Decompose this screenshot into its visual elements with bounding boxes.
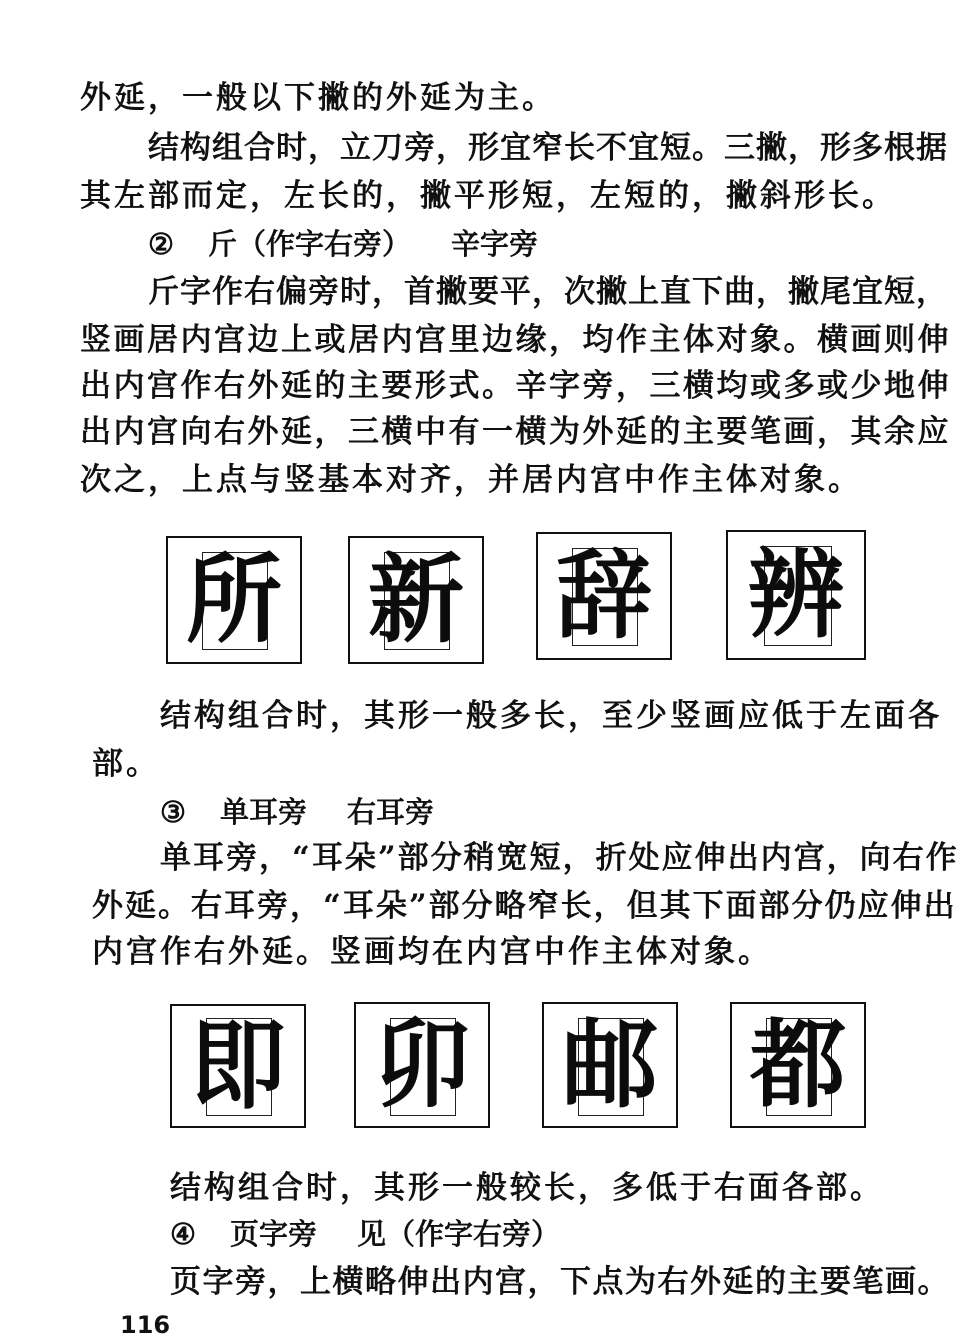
character-example: 所 (186, 544, 282, 656)
paragraph-line: 结构组合时，其形一般多长，至少竖画应低于左面各 (160, 698, 942, 734)
character-example: 都 (750, 1009, 846, 1121)
character-example-box (170, 1004, 306, 1128)
section-number: ③ (160, 795, 186, 829)
character-example: 卯 (374, 1009, 470, 1121)
paragraph-line: 单耳旁，“耳朵”部分稍宽短，折处应伸出内宫，向右作 (160, 840, 959, 876)
paragraph-line: 斤字作右偏旁时，首撇要平，次撇上直下曲，撇尾宜短， (148, 274, 948, 310)
section-heading-4 (170, 1214, 560, 1254)
character-example-box (730, 1002, 866, 1128)
paragraph-line: 结构组合时，立刀旁，形宜窄长不宜短。三撇，形多根据 (148, 130, 948, 166)
paragraph-line: 次之，上点与竖基本对齐，并居内宫中作主体对象。 (80, 462, 862, 498)
character-example-box (536, 532, 672, 660)
section-title: 斤（作字右旁） (208, 227, 412, 261)
character-example: 辞 (556, 540, 652, 652)
paragraph-line: 出内宫向右外延，三横中有一横为外延的主要笔画，其余应 (80, 414, 951, 450)
character-example: 新 (368, 544, 464, 656)
character-example-box (348, 536, 484, 664)
paragraph-line: 部。 (92, 746, 160, 782)
section-title: 单耳旁 (220, 795, 308, 829)
paragraph-line: 外延，一般以下撇的外延为主。 (80, 80, 556, 116)
section-title: 见（作字右旁） (357, 1217, 561, 1251)
section-title: 页字旁 (230, 1217, 318, 1251)
character-example: 辨 (748, 539, 844, 651)
section-title: 辛字旁 (451, 227, 539, 261)
section-number: ② (148, 227, 174, 261)
paragraph-line: 结构组合时，其形一般较长，多低于右面各部。 (170, 1170, 884, 1206)
character-example-box (542, 1002, 678, 1128)
paragraph-line: 页字旁，上横略伸出内宫，下点为右外延的主要笔画。 (170, 1264, 950, 1300)
section-heading-3 (160, 792, 434, 832)
section-heading-2 (148, 224, 538, 264)
character-example-box (354, 1002, 490, 1128)
section-number: ④ (170, 1217, 196, 1251)
paragraph-line: 外延。右耳旁，“耳朵”部分略窄长，但其下面部分仍应伸出 (92, 888, 957, 924)
page-number: 116 (120, 1311, 171, 1339)
paragraph-line: 内宫作右外延。竖画均在内宫中作主体对象。 (92, 934, 772, 970)
character-example: 即 (190, 1010, 286, 1122)
paragraph-line: 竖画居内宫边上或居内宫里边缘，均作主体对象。横画则伸 (80, 322, 951, 358)
character-example: 邮 (562, 1009, 658, 1121)
character-example-box (726, 530, 866, 660)
section-title: 右耳旁 (347, 795, 435, 829)
paragraph-line: 其左部而定，左长的，撇平形短，左短的，撇斜形长。 (80, 178, 896, 214)
paragraph-line: 出内宫作右外延的主要形式。辛字旁，三横均或多或少地伸 (80, 368, 951, 404)
character-example-box (166, 536, 302, 664)
